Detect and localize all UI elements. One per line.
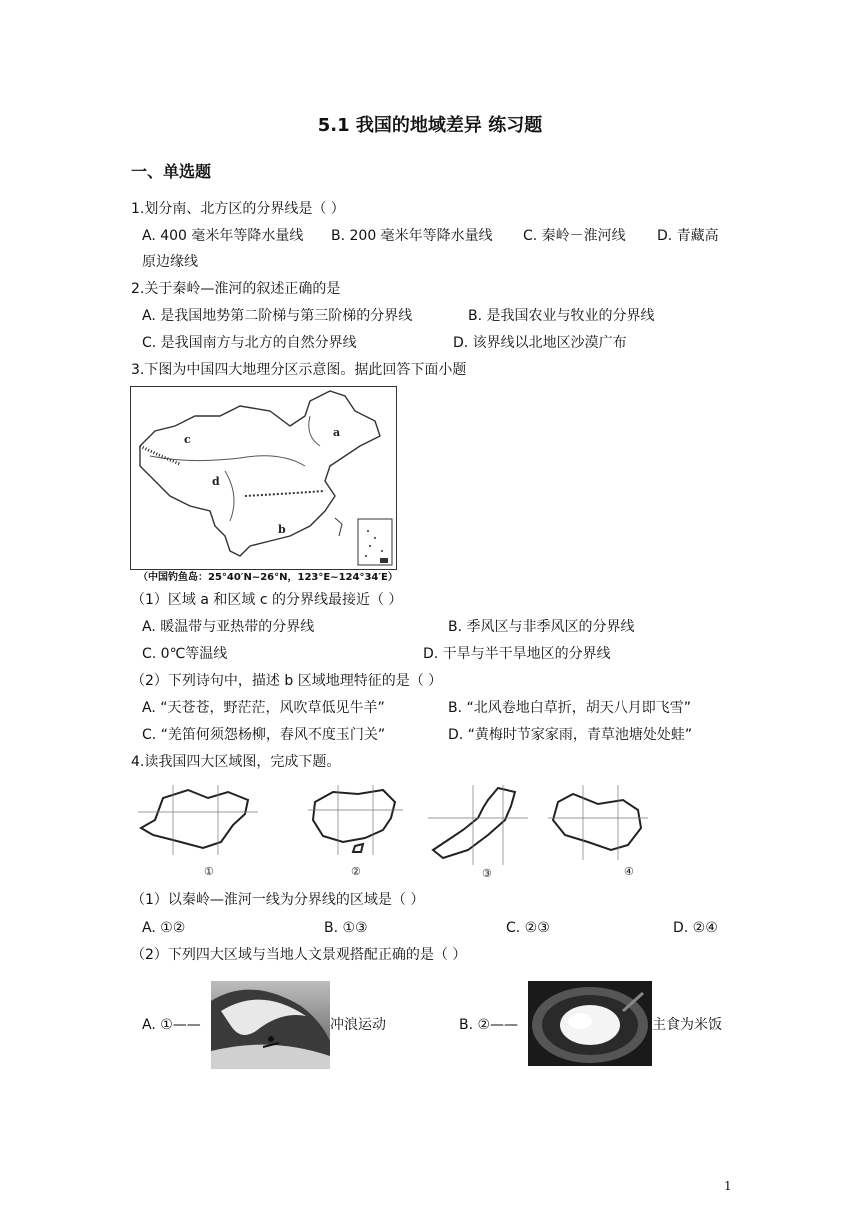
q3-2-option-d: D. “黄梅时节家家雨，青草池塘处处蛙” [448,727,693,743]
q3-1-option-a: A. 暖温带与亚热带的分界线 [142,619,315,635]
q2-option-b: B. 是我国农业与牧业的分界线 [468,308,655,324]
q3-1-stem: （1）区域 a 和区域 c 的分界线最接近（ ） [131,592,403,608]
q4-2-option-a-suffix: 冲浪运动 [330,1017,386,1033]
q1-option-c: C. 秦岭－淮河线 [523,228,626,244]
q3-2-option-b: B. “北风卷地白草折，胡天八月即飞雪” [448,700,692,716]
map-label-b: b [278,523,286,536]
q4-1-stem: （1）以秦岭—淮河一线为分界线的区域是（ ） [131,892,425,908]
q2-option-d: D. 该界线以北地区沙漠广布 [453,335,627,351]
four-regions-figure [133,780,663,884]
question-2-stem: 2.关于秦岭—淮河的叙述正确的是 [131,281,341,297]
surfing-photo [211,981,330,1069]
q3-2-option-c: C. “羌笛何须怨杨柳，春风不度玉门关” [142,727,386,743]
region-number-3: ③ [482,867,492,880]
map-caption: （中国钓鱼岛：25°40′N~26°N，123°E~124°34′E） [138,572,398,583]
page-title: 5.1 我国的地域差异 练习题 [317,115,543,136]
question-4-stem: 4.读我国四大区域图，完成下题。 [131,754,341,770]
q4-1-option-a: A. ①② [142,920,186,936]
region-number-4: ④ [624,865,634,878]
q4-1-option-c: C. ②③ [506,920,550,936]
q1-option-a: A. 400 毫米年等降水量线 [142,228,304,244]
map-label-c: c [184,433,191,446]
region-number-1: ① [204,865,214,878]
section-heading: 一、单选题 [131,162,212,181]
q4-2-option-a-prefix: A. ①—— [142,1017,201,1033]
q4-1-option-b: B. ①③ [324,920,368,936]
q4-2-option-b-prefix: B. ②—— [459,1017,519,1033]
q1-option-d-cont: 原边缘线 [142,254,198,270]
q3-1-option-c: C. 0℃等温线 [142,646,228,662]
q2-option-a: A. 是我国地势第二阶梯与第三阶梯的分界线 [142,308,413,324]
map-label-a: a [333,426,341,439]
map-label-d: d [212,475,220,488]
page-number: 1 [724,1179,732,1193]
question-1-stem: 1.划分南、北方区的分界线是（ ） [131,201,345,217]
q4-2-option-b-suffix: 主食为米饭 [652,1017,722,1033]
question-3-stem: 3.下图为中国四大地理分区示意图。据此回答下面小题 [131,362,467,378]
q4-1-option-d: D. ②④ [673,920,718,936]
q2-option-c: C. 是我国南方与北方的自然分界线 [142,335,357,351]
china-regions-map [130,386,397,570]
q3-2-option-a: A. “天苍苍，野茫茫，风吹草低见牛羊” [142,700,385,716]
q1-option-b: B. 200 毫米年等降水量线 [331,228,493,244]
q3-2-stem: （2）下列诗句中，描述 b 区域地理特征的是（ ） [131,673,443,689]
region-number-2: ② [351,865,361,878]
rice-bowl-photo [528,981,652,1066]
q3-1-option-d: D. 干旱与半干旱地区的分界线 [423,646,611,662]
q3-1-option-b: B. 季风区与非季风区的分界线 [448,619,635,635]
q1-option-d: D. 青藏高 [657,228,719,244]
q4-2-stem: （2）下列四大区域与当地人文景观搭配正确的是（ ） [131,947,467,963]
